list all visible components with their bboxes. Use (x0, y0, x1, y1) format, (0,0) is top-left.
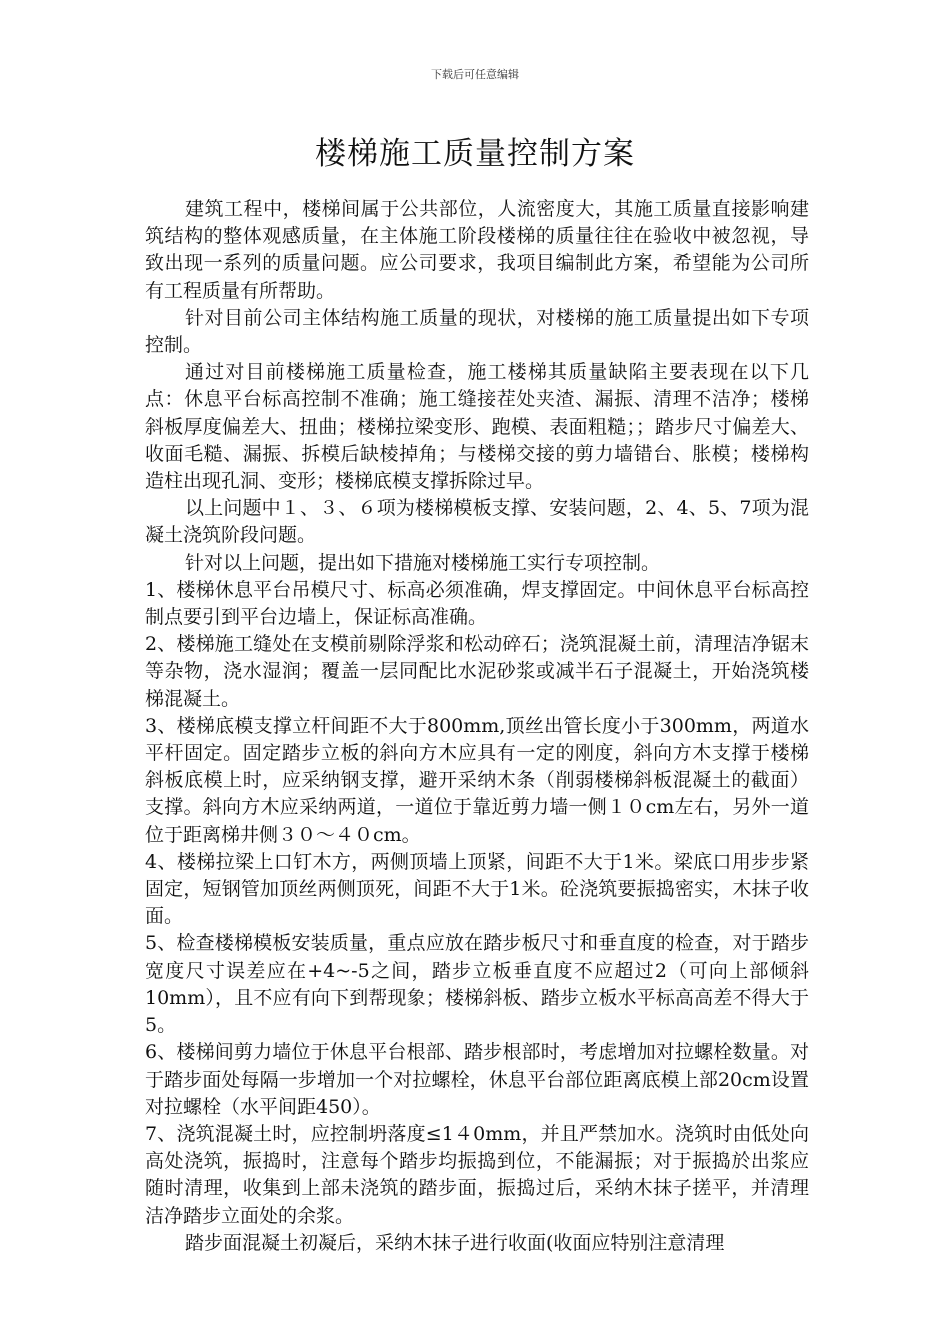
paragraph-problem-groups: 以上问题中１、３、６项为楼梯模板支撑、安装问题，2、4、5、7项为混凝土浇筑阶段问题。 (145, 497, 809, 547)
paragraph-measure-4: 4、楼梯拉梁上口钉木方，两侧顶墙上顶紧，间距不大于1米。梁底口用步步紧固定，短钢管加顶丝两侧顶死，间距不大于1米。砼浇筑要振捣密实，木抹子收面。 (145, 850, 809, 928)
paragraph-intro: 建筑工程中，楼梯间属于公共部位，人流密度大，其施工质量直接影响建筑结构的整体观感质量，在主体施工阶段楼梯的质量往往在验收中被忽视，导致出现一系列的质量问题。应公司要求，我项目编制此方案，希望能为公司所有工程质量有所帮助。 (145, 198, 809, 302)
paragraph-measure-6: 6、楼梯间剪力墙位于休息平台根部、踏步根部时，考虑增加对拉螺栓数量。对于踏步面处每隔一步增加一个对拉螺栓，休息平台部位距离底模上部20cm设置对拉螺栓（水平间距450）。 (145, 1041, 809, 1118)
paragraph-measures-intro: 针对以上问题，提出如下措施对楼梯施工实行专项控制。 (185, 551, 661, 574)
paragraph-scope: 针对目前公司主体结构施工质量的现状，对楼梯的施工质量提出如下专项控制。 (145, 306, 809, 357)
document-body (145, 196, 809, 1257)
paragraph-defects: 通过对目前楼梯施工质量检查，施工楼梯其质量缺陷主要表现在以下几点：休息平台标高控制不准确；施工缝接茬处夹渣、漏振、清理不洁净；楼梯斜板厚度偏差大、扭曲；楼梯拉梁变形、跑模、表面粗糙；；踏步尺寸偏差大、收面毛糙、漏振、拆模后缺棱掉角；与楼梯交接的剪力墙错台、胀模；楼梯构造柱出现孔洞、变形；楼梯底模支撑拆除过早。 (145, 361, 809, 493)
header-note: 下载后可任意编辑 (431, 68, 519, 81)
paragraph-measure-2: 2、楼梯施工缝处在支模前剔除浮浆和松动碎石；浇筑混凝土前，清理洁净锯末等杂物，浇水湿润；覆盖一层同配比水泥砂浆或减半石子混凝土，开始浇筑楼梯混凝土。 (145, 633, 809, 710)
paragraph-measure-7: 7、浇筑混凝土时，应控制坍落度≤1４0mm，并且严禁加水。浇筑时由低处向高处浇筑，振捣时，注意每个踏步均振捣到位，不能漏振；对于振捣於出浆应随时清理，收集到上部未浇筑的踏步面，振捣过后，采纳木抹子搓平，并清理洁净踏步立面处的余浆。 (145, 1122, 809, 1227)
document-title: 楼梯施工质量控制方案 (315, 136, 635, 172)
paragraph-measure-3: 3、楼梯底模支撑立杆间距不大于800mm,顶丝出管长度小于300mm，两道水平杆固定。固定踏步立板的斜向方木应具有一定的刚度，斜向方木支撑于楼梯斜板底模上时，应采纳钢支撑，避开采纳木条（削弱楼梯斜板混凝土的截面）支撑。斜向方木应采纳两道，一道位于靠近剪力墙一侧１０cm左右，另外一道位于距离梯井侧３０～４０cm。 (145, 714, 809, 846)
paragraph-measure-1: 1、楼梯休息平台吊模尺寸、标高必须准确，焊支撑固定。中间休息平台标高控制点要引到平台边墙上，保证标高准确。 (145, 578, 809, 629)
paragraph-measure-5: 5、检查楼梯模板安装质量，重点应放在踏步板尺寸和垂直度的检查，对于踏步宽度尺寸误差应在+4~-5之间，踏步立板垂直度不应超过2（可向上部倾斜10mm），且不应有向下到帮现象；楼梯斜板、踏步立板水平标高高差不得大于5。 (145, 932, 809, 1037)
paragraph-finishing: 踏步面混凝土初凝后，采纳木抹子进行收面(收面应特别注意清理 (185, 1231, 725, 1254)
